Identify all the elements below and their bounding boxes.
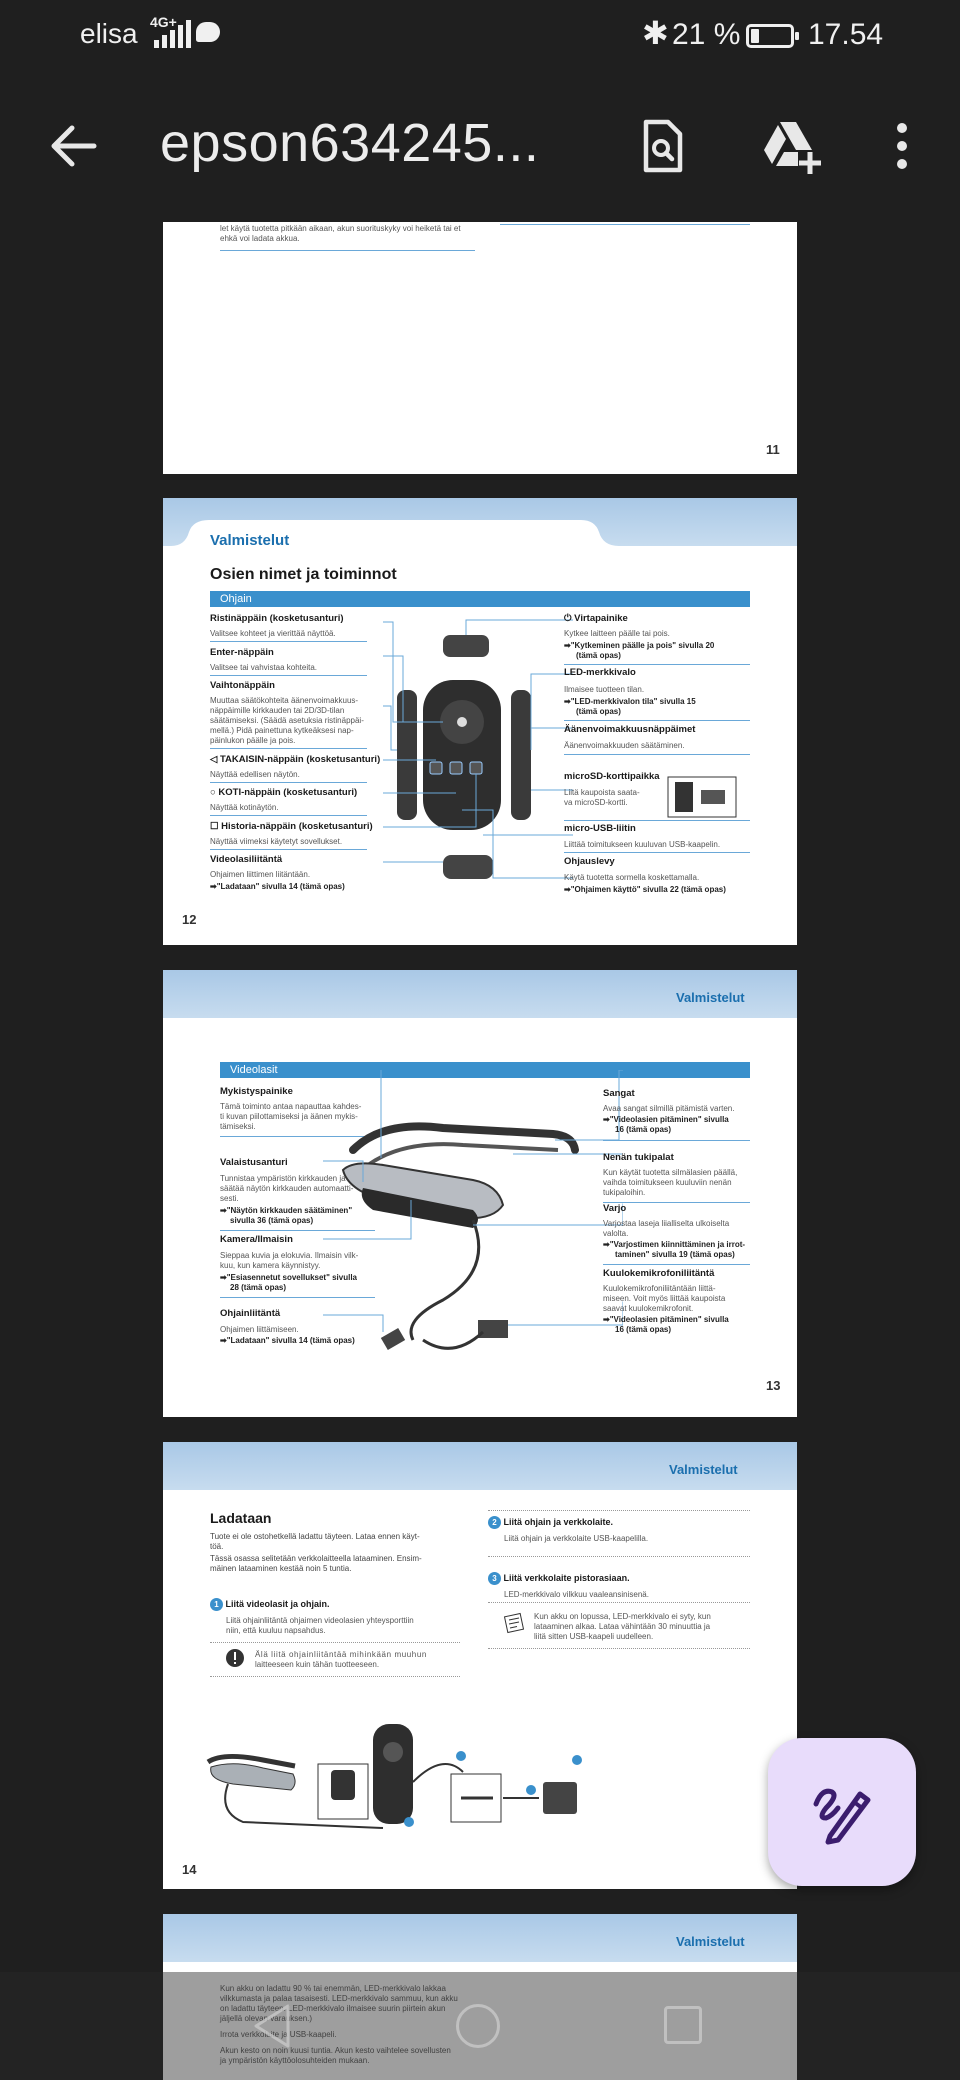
part-desc: Käytä tuotetta sormella koskettamalla. (564, 873, 700, 882)
page-text: Kun akku on ladattu 90 % tai enemmän, LED-merkkivalo lakkaa (220, 1984, 446, 1993)
part-desc: Kun käytät tuotetta silmälasien päällä, (603, 1168, 738, 1177)
note-text: lataaminen alkaa. Lataa vähintään 30 minuuttia ja (534, 1622, 711, 1631)
page-reference: ➡"Ladataan" sivulla 14 (tämä opas) (210, 882, 345, 891)
document-title: epson634245... (160, 113, 540, 173)
page-heading: Osien nimet ja toiminnot (210, 566, 397, 583)
ref-text: "Videolasien pitäminen" sivulla (609, 1315, 729, 1324)
part-desc: sesti. (220, 1194, 239, 1203)
step-title (488, 1572, 630, 1585)
note-icon (503, 1610, 527, 1634)
section-title: Valmistelut (676, 990, 745, 1005)
part-desc: Tämä toiminto antaa napauttaa kahdes- (220, 1102, 362, 1111)
part-desc: Sieppaa kuvia ja elokuvia. Ilmaisin vilk- (220, 1251, 359, 1260)
step-number: 2 (488, 1516, 501, 1529)
page-text: on ladattu täyteen. LED-merkkivalo ilmaisee suurin piirtein akun (220, 2004, 446, 2013)
part-desc: saavat kuulokemikrofonit. (603, 1304, 694, 1313)
section-title: Valmistelut (210, 532, 290, 549)
step-title-text: Liitä videolasit ja ohjain. (225, 1599, 330, 1609)
draw-pen-icon (808, 1778, 876, 1846)
step-title (210, 1598, 330, 1611)
divider (603, 1140, 750, 1141)
headset-diagram (323, 1070, 623, 1370)
battery-icon (746, 24, 794, 48)
app-bar (0, 72, 960, 222)
part-desc: Ohjaimen liittämiseen. (220, 1325, 299, 1334)
nav-home-icon[interactable] (456, 2004, 500, 2048)
part-desc: Liitä kaupoista saata- (564, 788, 640, 797)
pdf-page-11 (163, 222, 797, 474)
part-label: Ohjainliitäntä (220, 1308, 281, 1319)
intro-text: töä. (210, 1542, 224, 1551)
part-label-text: KOTI-näppäin (kosketusanturi) (218, 787, 358, 798)
part-desc: miseen. Voit myös liittää kaupoista (603, 1294, 726, 1303)
network-type: 4G+ (150, 14, 177, 30)
divider (564, 820, 750, 821)
part-desc: tämiseksi. (220, 1122, 256, 1131)
part-label: Ristinäppäin (kosketusanturi) (210, 613, 344, 624)
part-label: ○ KOTI-näppäin (kosketusanturi) (210, 787, 358, 798)
part-label: Sangat (603, 1088, 635, 1099)
part-label: Valaistusanturi (220, 1157, 288, 1168)
divider (210, 748, 367, 749)
page-reference: 16 (tämä opas) (615, 1325, 672, 1334)
step-desc: niin, että kuuluu napsahdus. (226, 1626, 326, 1635)
page-text: jäljellä olevan varauksen.) (220, 2014, 313, 2023)
divider (210, 675, 367, 676)
charging-diagram (203, 1722, 613, 1852)
intro-text: Tuote ei ole ostohetkellä ladattu täyteen. Lataa ennen käyt- (210, 1532, 420, 1541)
step-title-text: Liitä ohjain ja verkkolaite. (503, 1517, 614, 1527)
part-desc: va microSD-kortti. (564, 798, 628, 807)
warning-text: Älä liitä ohjainliitäntää mihinkään muuhun (255, 1650, 427, 1659)
ref-text: "Ladataan" sivulla 14 (tämä opas) (226, 1336, 355, 1345)
ref-text: "Esiasennetut sovellukset" sivulla (226, 1273, 358, 1282)
part-desc: Varjostaa laseja liialliselta ulkoiselta (603, 1219, 730, 1228)
part-desc: Valitsee kohteet ja vierittää näyttöä. (210, 629, 336, 638)
page-reference: ➡"Ohjaimen käyttö" sivulla 22 (tämä opas) (564, 885, 726, 894)
part-desc: säätämiseksi. (Säädä asetuksia ristinäppäi- (210, 716, 364, 725)
subsection-bar: Videolasit (220, 1062, 750, 1078)
controller-diagram (383, 610, 573, 910)
subsection-bar: Ohjain (210, 591, 750, 607)
part-label: Enter-näppäin (210, 647, 274, 658)
part-label: LED-merkkivalo (564, 667, 636, 678)
warning-text: laitteeseen kuin tähän tuotteeseen. (255, 1660, 380, 1669)
page-text: Akun kesto on noin kuusi tuntia. Akun kesto vaihtelee sovellusten (220, 2046, 451, 2055)
part-label: ⏻ Virtapainike (564, 613, 628, 624)
page-text: ehkä voi ladata akkua. (220, 234, 300, 243)
page-text: let käytä tuotetta pitkään aikaan, akun suorituskyky voi heiketä tai et (220, 224, 461, 233)
part-desc: vaihda toimitukseen kuuluviin nenän (603, 1178, 732, 1187)
part-desc: ti kuvan piilottamiseksi ja äänen mykis- (220, 1112, 358, 1121)
section-title: Valmistelut (669, 1462, 738, 1477)
step-number: 3 (488, 1572, 501, 1585)
step-title (488, 1516, 613, 1529)
part-label: Varjo (603, 1203, 627, 1214)
pdf-page-12 (163, 498, 797, 945)
warning-icon (225, 1648, 245, 1668)
part-desc: Näyttää kotinäytön. (210, 803, 279, 812)
page-reference: (tämä opas) (576, 651, 621, 660)
bluetooth-icon: ✱ (642, 15, 669, 51)
part-desc: mellä.) Pidä painettuna kytkeäksesi nap- (210, 726, 354, 735)
page-reference: ➡"Varjostimen kiinnittäminen ja irrot- (603, 1240, 746, 1249)
ref-text: "Näytön kirkkauden säätäminen" (226, 1206, 353, 1215)
page-text: vilkkumasta ja palaa tasaisesti. LED-merkkivalo sammuu, kun akku (220, 1994, 458, 2003)
part-desc: valolta. (603, 1229, 629, 1238)
divider (210, 641, 367, 642)
part-label-text: Virtapainike (574, 613, 628, 624)
part-desc: Näyttää viimeksi käytetyt sovellukset. (210, 837, 343, 846)
page-number: 12 (182, 912, 197, 927)
part-label: Nenän tukipalat (603, 1152, 674, 1163)
part-label: micro-USB-liitin (564, 823, 636, 834)
battery-fill (751, 29, 759, 43)
add-to-drive-icon[interactable] (758, 116, 818, 176)
ref-text: "Ohjaimen käyttö" sivulla 22 (tämä opas) (570, 885, 726, 894)
intro-text: Tässä osassa selitetään verkkolaitteella lataaminen. Ensim- (210, 1554, 422, 1563)
part-label: ☐ Historia-näppäin (kosketusanturi) (210, 821, 373, 832)
page-reference: 28 (tämä opas) (230, 1283, 287, 1292)
divider (488, 1602, 750, 1603)
divider (603, 1264, 750, 1265)
part-desc: näppäimille kirkkauden tai 2D/3D-tilan (210, 706, 345, 715)
page-number: 14 (182, 1862, 197, 1877)
header-tab-shape (163, 498, 797, 558)
page-reference: ➡"Videolasien pitäminen" sivulla (603, 1315, 729, 1324)
ref-text: "Videolasien pitäminen" sivulla (609, 1115, 729, 1124)
signal-icon (154, 20, 191, 48)
page-number: 13 (766, 1378, 781, 1393)
divider (564, 720, 750, 721)
part-desc: Liittää toimitukseen kuuluvan USB-kaapelin. (564, 840, 721, 849)
part-label: Kamera/Ilmaisin (220, 1234, 293, 1245)
step-title-text: Liitä verkkolaite pistorasiaan. (503, 1573, 630, 1583)
page-reference: sivulla 36 (tämä opas) (230, 1216, 314, 1225)
part-desc: tukipaloihin. (603, 1188, 646, 1197)
ref-text: "Varjostimen kiinnittäminen ja irrot- (609, 1240, 746, 1249)
annotate-fab[interactable] (768, 1738, 916, 1886)
divider (564, 754, 750, 755)
microsd-slot-diagram (667, 776, 737, 818)
ref-text: "Kytkeminen päälle ja pois" sivulla 20 (570, 641, 715, 650)
system-nav-bar (0, 1972, 960, 2080)
part-desc: Kuulokemikrofoniliitäntään liittä- (603, 1284, 716, 1293)
back-arrow-icon[interactable] (44, 116, 104, 176)
part-desc: Avaa sangat silmillä pitämistä varten. (603, 1104, 735, 1113)
divider (488, 1648, 750, 1649)
page-reference: ➡"Kytkeminen päälle ja pois" sivulla 20 (564, 641, 715, 650)
divider (564, 664, 750, 665)
divider (210, 849, 367, 850)
divider (210, 1676, 460, 1677)
step-number: 1 (210, 1598, 223, 1611)
part-label: Mykistyspainike (220, 1086, 293, 1097)
ref-text: "Ladataan" sivulla 14 (tämä opas) (216, 882, 345, 891)
part-desc: Valitsee tai vahvistaa kohteita. (210, 663, 318, 672)
page-reference: ➡"Ladataan" sivulla 14 (tämä opas) (220, 1336, 355, 1345)
page-reference: ➡"Näytön kirkkauden säätäminen" (220, 1206, 353, 1215)
page-reference: ➡"Videolasien pitäminen" sivulla (603, 1115, 729, 1124)
page-number: 11 (766, 442, 780, 457)
page-heading: Ladataan (210, 1510, 272, 1526)
part-desc: päinlukon päälle ja pois. (210, 736, 296, 745)
pdf-page-14 (163, 1442, 797, 1889)
carrier-name: elisa (80, 18, 138, 49)
ref-text: "LED-merkkivalon tila" sivulla 15 (570, 697, 696, 706)
part-label: Äänenvoimakkuusnäppäimet (564, 724, 696, 735)
intro-text: mäinen lataaminen kestää noin 5 tuntia. (210, 1564, 352, 1573)
divider (210, 782, 367, 783)
divider (210, 815, 367, 816)
part-desc: säätää näytön kirkkauden automaatti- (220, 1184, 354, 1193)
part-label: Vaihtonäppäin (210, 680, 275, 691)
part-label: Kuulokemikrofoniliitäntä (603, 1268, 715, 1279)
page-reference: taminen" sivulla 19 (tämä opas) (615, 1250, 735, 1259)
part-desc: Kytkee laitteen päälle tai pois. (564, 629, 670, 638)
nav-recents-icon[interactable] (664, 2006, 702, 2044)
section-title: Valmistelut (676, 1934, 745, 1949)
divider (500, 224, 750, 225)
page-reference: ➡"Esiasennetut sovellukset" sivulla (220, 1273, 358, 1282)
find-in-document-icon[interactable] (632, 116, 692, 176)
part-label: ◁ TAKAISIN-näppäin (kosketusanturi) (210, 754, 381, 765)
divider (220, 250, 475, 251)
page-text: ja ympäristön käyttöolosuhteiden mukaan. (220, 2056, 370, 2065)
part-desc: Muuttaa säätökohteita äänenvoimakkuus- (210, 696, 359, 705)
page-reference: (tämä opas) (576, 707, 621, 716)
step-desc: LED-merkkivalo vilkkuu vaaleansinisenä. (504, 1590, 649, 1599)
page-reference: 16 (tämä opas) (615, 1125, 672, 1134)
divider (488, 1556, 750, 1557)
nav-back-icon[interactable] (250, 2002, 294, 2055)
part-label-text: Historia-näppäin (kosketusanturi) (221, 821, 373, 832)
clock: 17.54 (808, 18, 884, 51)
step-desc: Liitä ohjainliitäntä ohjaimen videolasien yhteysporttiin (226, 1616, 414, 1625)
part-label: Videolasiliitäntä (210, 854, 283, 865)
part-desc: Äänenvoimakkuuden säätäminen. (564, 741, 685, 750)
part-label: Ohjauslevy (564, 856, 615, 867)
part-desc: Ohjaimen liittimen liitäntään. (210, 870, 311, 879)
divider (564, 852, 750, 853)
part-label-text: TAKAISIN-näppäin (kosketusanturi) (219, 754, 381, 765)
page-reference: ➡"LED-merkkivalon tila" sivulla 15 (564, 697, 696, 706)
page-text: Irrota verkkolaite ja USB-kaapeli. (220, 2030, 337, 2039)
note-text: Kun akku on lopussa, LED-merkkivalo ei syty, kun (534, 1612, 711, 1621)
more-vert-icon[interactable] (872, 116, 932, 176)
status-bar (0, 0, 960, 72)
step-desc: Liitä ohjain ja verkkolaite USB-kaapelilla. (504, 1534, 649, 1543)
pdf-page-13 (163, 970, 797, 1417)
part-desc: kuu, kun kamera käynnistyy. (220, 1261, 321, 1270)
note-text: liitä sitten USB-kaapeli uudelleen. (534, 1632, 654, 1641)
divider (210, 1642, 460, 1643)
battery-percent: 21 % (672, 18, 741, 51)
chat-bubble-icon (196, 22, 220, 42)
divider (488, 1510, 750, 1511)
part-desc: Ilmaisee tuotteen tilan. (564, 685, 645, 694)
part-desc: Tunnistaa ympäristön kirkkauden ja (220, 1174, 346, 1183)
part-label: microSD-korttipaikka (564, 771, 660, 782)
part-desc: Näyttää edellisen näytön. (210, 770, 300, 779)
